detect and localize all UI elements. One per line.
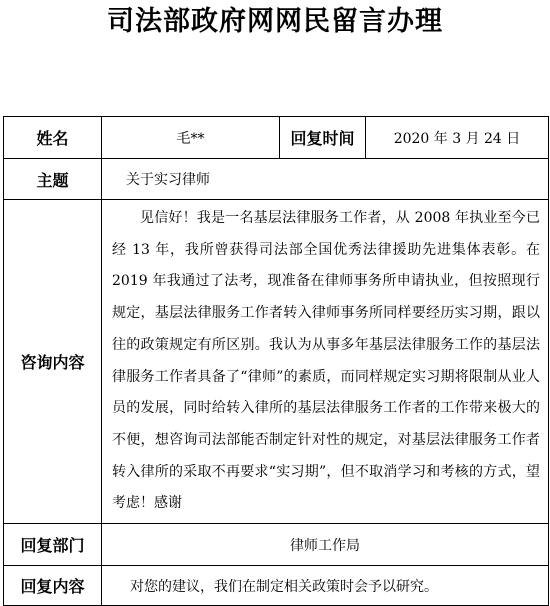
row-subject [4, 159, 549, 200]
reply-time-label: 回复时间 [280, 117, 366, 159]
page-title: 司法部政府网网民留言办理 [107, 6, 443, 37]
row-reply-content [4, 566, 549, 606]
name-value: 毛** [102, 117, 280, 159]
inquiry-cell [102, 200, 549, 524]
subject-value: 关于实习律师 [102, 159, 549, 200]
name-label: 姓名 [4, 117, 102, 159]
message-table [3, 116, 549, 606]
reply-dept-value: 律师工作局 [102, 524, 549, 566]
inquiry-text: 见信好！我是一名基层法律服务工作者，从 2008 年执业至今已经 13 年，我所曾获得司法部全国优秀法律援助先进集体表彰。在 2019 年我通过了法考，现准备在律师事务所申请执业，但按照现行规定，基层法律服务工作者转入律师事务所同样要经历实习期，跟以往的政策规定有所区别。我认为从事多年基层法律服务工作的基层法律服务工作者具备了“律师”的素质，而同样规定实习期将限制从业人员的发展，同时给转入律所的基层法律服务工作者的工作带来极大的不便，想咨询司法部能否制定针对性的规定，对基层法律服务工作者转入律所的采取不再要求“实习期”，但不取消学习和考核的方式，望考虑！感谢 [112, 210, 540, 512]
reply-content-label: 回复内容 [4, 566, 102, 606]
row-reply-dept [4, 524, 549, 566]
row-name-time [4, 117, 549, 159]
inquiry-label: 咨询内容 [4, 200, 102, 524]
reply-dept-label: 回复部门 [4, 524, 102, 566]
reply-content-value: 对您的建议，我们在制定相关政策时会予以研究。 [102, 566, 549, 606]
subject-label: 主题 [4, 159, 102, 200]
reply-time-value: 2020 年 3 月 24 日 [366, 117, 549, 159]
row-inquiry [4, 200, 549, 524]
